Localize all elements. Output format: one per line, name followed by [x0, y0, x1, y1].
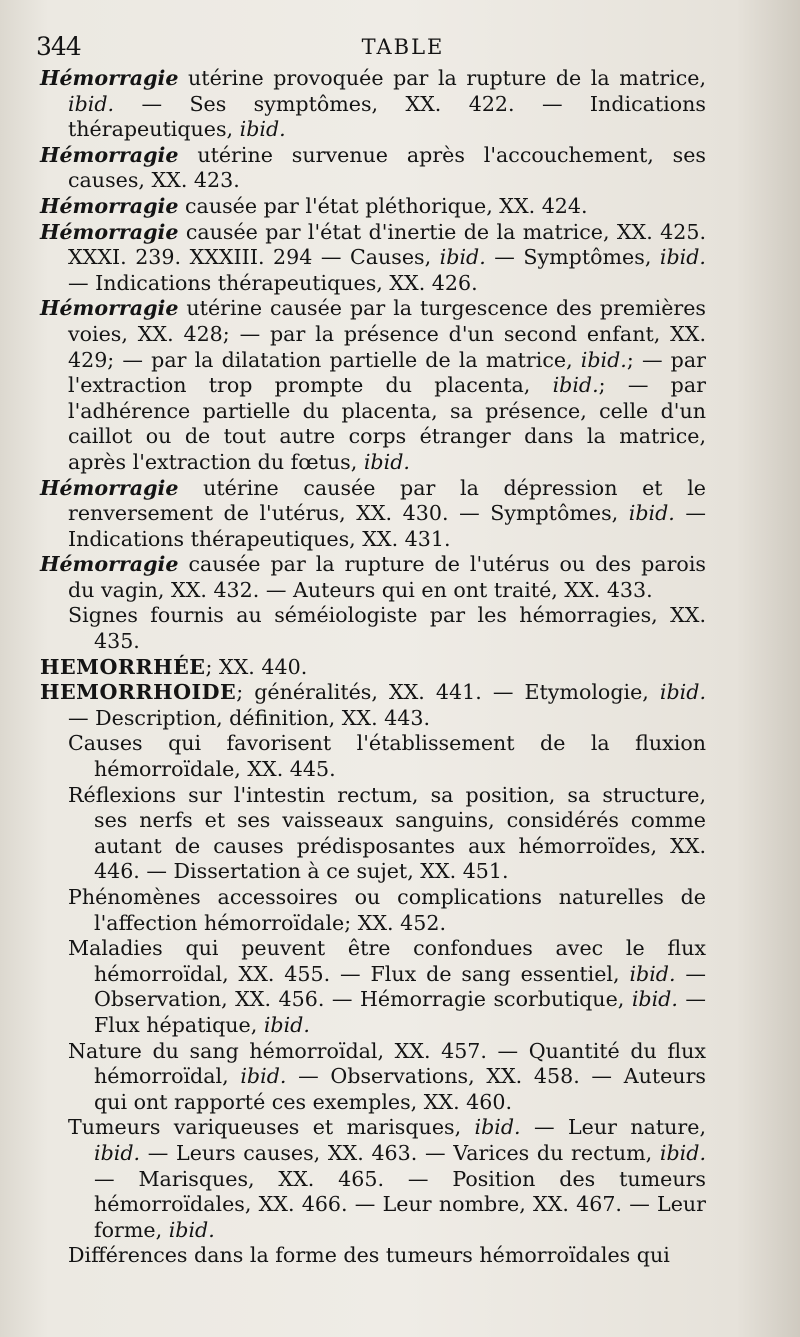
ibid-reference: ibid.: [239, 117, 286, 142]
index-entry: [68, 603, 706, 654]
entry-term: Hémorragie: [40, 219, 179, 244]
index-entry: [68, 1038, 706, 1116]
entry-text: — Leurs causes, XX. 463. — Varices du rectum,: [140, 1140, 660, 1165]
ibid-reference: ibid.: [628, 501, 675, 526]
index-entry: [40, 193, 706, 220]
entry-text: Différences dans la forme des tumeurs hémorroïdales qui: [68, 1243, 670, 1268]
entry-text: utérine survenue après l'accouchement, ses causes, XX. 423.: [68, 142, 706, 193]
entry-text: — Leur nature,: [520, 1115, 706, 1140]
index-entries: [40, 66, 706, 1269]
entry-text: — Description, définition, XX. 443.: [68, 705, 431, 730]
index-entry: [68, 936, 707, 1038]
entry-text: ; — par l'adhérence partielle du placenta, sa présence, celle d'un caillot ou de tout autre corps étranger dans la matrice, après l'extraction du fœtus,: [68, 373, 706, 474]
entry-text: causée par la rupture de l'utérus ou des parois du vagin, XX. 432. — Auteurs qui en ont traité, XX. 433.: [68, 552, 706, 602]
ibid-reference: ibid.: [474, 1115, 521, 1140]
index-entry: [40, 219, 706, 297]
index-entry: [68, 782, 706, 885]
entry-text: utérine causée par la turgescence des premières voies, XX. 428; — par la présence d'un second enfant, XX. 429; — par la dilatation partielle de la matrice,: [68, 296, 706, 372]
ibid-reference: ibid.: [629, 961, 676, 986]
entry-text: ; généralités, XX. 441. — Etymologie,: [236, 680, 660, 705]
ibid-reference: ibid.: [631, 987, 678, 1012]
index-entry: [68, 1243, 706, 1269]
ibid-reference: ibid.: [240, 1064, 287, 1089]
ibid-reference: ibid.: [659, 680, 706, 705]
index-entry: [40, 680, 706, 731]
ibid-reference: ibid.: [94, 1140, 141, 1165]
index-entry: [68, 731, 706, 782]
entry-term: HEMORRHÉE: [40, 654, 206, 679]
index-entry: [68, 1115, 706, 1243]
ibid-reference: ibid.: [659, 245, 706, 270]
index-entry: [40, 296, 706, 475]
ibid-reference: ibid.: [68, 91, 115, 116]
entry-text: Nature du sang hémorroïdal, XX. 457. — Quantité du flux hémorroïdal,: [68, 1038, 706, 1089]
ibid-reference: ibid.: [439, 245, 486, 270]
entry-text: ; XX. 440.: [205, 654, 308, 679]
ibid-reference: ibid.: [580, 347, 627, 372]
entry-text: utérine causée par la dépression et le renversement de l'utérus, XX. 430. — Symptômes,: [68, 475, 706, 526]
entry-text: — Flux hépatique,: [94, 987, 707, 1037]
entry-term: HEMORRHOIDE: [40, 680, 237, 705]
entry-text: utérine provoquée par la rupture de la matrice,: [178, 66, 706, 90]
entry-term: Hémorragie: [40, 296, 179, 321]
index-entry: [40, 552, 706, 603]
index-entry: [68, 885, 706, 936]
index-entry: [40, 66, 706, 143]
entry-term: Hémorragie: [40, 552, 179, 577]
entry-text: — Ses symptômes, XX. 422. — Indications thérapeutiques,: [68, 91, 706, 142]
index-entry: [40, 142, 706, 194]
entry-text: — Marisques, XX. 465. — Position des tumeurs hémorroïdales, XX. 466. — Leur nombre, XX. 467. — Leur forme,: [94, 1166, 706, 1242]
entry-text: Causes qui favorisent l'établissement de la fluxion hémorroïdale, XX. 445.: [68, 731, 706, 782]
entry-text: Tumeurs variqueuses et marisques,: [68, 1115, 475, 1140]
entry-text: Signes fournis au séméiologiste par les hémorragies, XX. 435.: [68, 603, 706, 654]
ibid-reference: ibid.: [363, 449, 410, 474]
entry-text: causée par l'état pléthorique, XX. 424.: [178, 193, 588, 218]
entry-term: Hémorragie: [40, 193, 179, 218]
running-head: TABLE: [361, 35, 445, 59]
ibid-reference: ibid.: [168, 1217, 215, 1242]
page-number: 344: [36, 32, 81, 61]
entry-text: — Observation, XX. 456. — Hémorragie scorbutique,: [94, 961, 707, 1012]
page-header: [36, 32, 760, 66]
entry-term: Hémorragie: [40, 142, 179, 167]
entry-text: Réflexions sur l'intestin rectum, sa position, sa structure, ses nerfs et ses vaisseaux sanguins, considérés comme autant de causes prédisposantes aux hémorroïdes, XX. 446. — Dissertation à ce sujet, XX. 451.: [68, 782, 706, 884]
entry-text: — Symptômes,: [485, 245, 660, 270]
entry-term: Hémorragie: [40, 475, 179, 500]
entry-text: — Indications thérapeutiques, XX. 431.: [68, 501, 706, 551]
entry-text: Phénomènes accessoires ou complications naturelles de l'affection hémorroïdale; XX. 452.: [68, 885, 706, 935]
entry-text: causée par l'état d'inertie de la matrice, XX. 425. XXXI. 239. XXXIII. 294 — Causes,: [68, 219, 706, 270]
index-entry: [40, 654, 706, 681]
ibid-reference: ibid.: [263, 1012, 310, 1037]
ibid-reference: ibid.: [659, 1140, 706, 1165]
entry-text: — Indications thérapeutiques, XX. 426.: [68, 270, 478, 295]
entry-text: Maladies qui peuvent être confondues avec le flux hémorroïdal, XX. 455. — Flux de sang essentiel,: [68, 936, 706, 986]
entry-text: ; — par l'extraction trop prompte du placenta,: [68, 347, 706, 398]
index-entry: [40, 475, 706, 553]
entry-text: — Observations, XX. 458. — Auteurs qui ont rapporté ces exemples, XX. 460.: [94, 1064, 706, 1114]
entry-term: Hémorragie: [40, 66, 179, 90]
ibid-reference: ibid.: [552, 373, 599, 398]
